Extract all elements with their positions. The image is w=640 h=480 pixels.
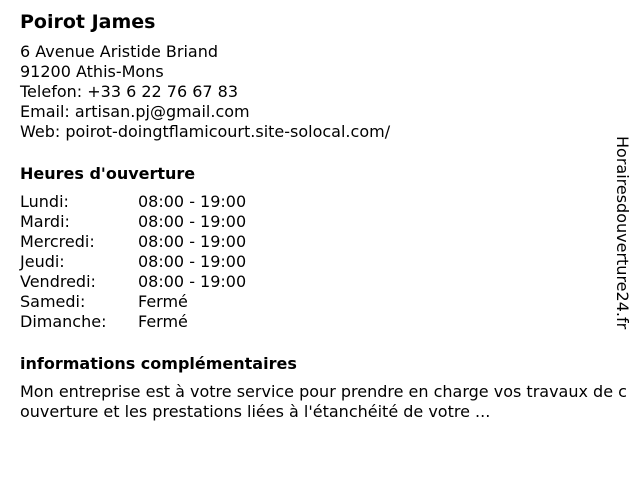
contact-block — [20, 42, 620, 142]
hours-time: 08:00 - 19:00 — [138, 232, 247, 251]
hours-table — [20, 192, 620, 332]
hours-row — [20, 232, 620, 252]
hours-day: Jeudi: — [20, 252, 65, 271]
hours-day: Samedi: — [20, 292, 86, 311]
hours-time: 08:00 - 19:00 — [138, 252, 247, 271]
address-line-2: 91200 Athis-Mons — [20, 62, 164, 81]
hours-row — [20, 252, 620, 272]
hours-day: Dimanche: — [20, 312, 107, 331]
hours-day: Lundi: — [20, 192, 69, 211]
hours-time: Fermé — [138, 312, 188, 331]
hours-time: 08:00 - 19:00 — [138, 212, 247, 231]
hours-day: Vendredi: — [20, 272, 96, 291]
info-text: Mon entreprise est à votre service pour prendre en charge vos travaux de couverture et les prestations liées à l'étanchéité de votre ... — [20, 382, 627, 421]
hours-row — [20, 292, 620, 312]
hours-time: 08:00 - 19:00 — [138, 192, 247, 211]
hours-time: Fermé — [138, 292, 188, 311]
hours-row — [20, 212, 620, 232]
email-line: Email: artisan.pj@gmail.com — [20, 102, 250, 121]
address-line-1: 6 Avenue Aristide Briand — [20, 42, 219, 61]
hours-time: 08:00 - 19:00 — [138, 272, 247, 291]
hours-row — [20, 312, 620, 332]
hours-day: Mardi: — [20, 212, 70, 231]
info-title: informations complémentaires — [20, 354, 297, 373]
business-name: Poirot James — [20, 11, 156, 33]
hours-row — [20, 272, 620, 292]
site-brand-text: Horairesdouverture24.fr — [613, 136, 632, 330]
web-line: Web: poirot-doingtflamicourt.site-solocal.com/ — [20, 122, 391, 141]
hours-day: Mercredi: — [20, 232, 95, 251]
phone-line: Telefon: +33 6 22 76 67 83 — [20, 82, 239, 101]
hours-row — [20, 192, 620, 212]
hours-title: Heures d'ouverture — [20, 164, 196, 183]
